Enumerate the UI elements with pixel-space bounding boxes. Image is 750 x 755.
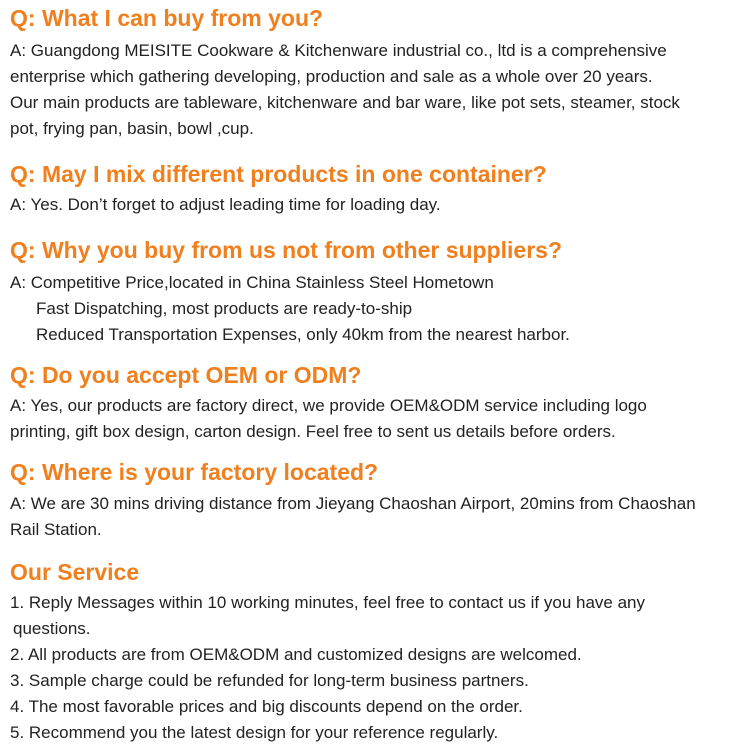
answer-line: A: We are 30 mins driving distance from Jieyang Chaoshan Airport, 20mins from Chaoshan bbox=[10, 494, 696, 513]
answer-text bbox=[10, 38, 740, 142]
service-item: 1. Reply Messages within 10 working minutes, feel free to contact us if you have any bbox=[10, 593, 645, 612]
answer-line: A: Guangdong MEISITE Cookware & Kitchenware industrial co., ltd is a comprehensive bbox=[10, 41, 667, 60]
answer-text bbox=[10, 270, 740, 348]
question-heading: Q: May I mix different products in one container? bbox=[10, 161, 547, 187]
service-item: 3. Sample charge could be refunded for long-term business partners. bbox=[10, 671, 529, 690]
question-heading: Q: What I can buy from you? bbox=[10, 5, 324, 31]
answer-line: A: Competitive Price,located in China Stainless Steel Hometown bbox=[10, 273, 494, 292]
answer-line: printing, gift box design, carton design. Feel free to sent us details before orders. bbox=[10, 422, 616, 441]
answer-text bbox=[10, 491, 740, 543]
answer-line: pot, frying pan, basin, bowl ,cup. bbox=[10, 119, 254, 138]
question-heading: Q: Where is your factory located? bbox=[10, 459, 379, 485]
answer-line: A: Yes, our products are factory direct, we provide OEM&ODM service including logo bbox=[10, 396, 647, 415]
service-item: 4. The most favorable prices and big discounts depend on the order. bbox=[10, 697, 523, 716]
answer-line: A: Yes. Don’t forget to adjust leading time for loading day. bbox=[10, 195, 441, 214]
answer-line: Our main products are tableware, kitchenware and bar ware, like pot sets, steamer, stock bbox=[10, 93, 680, 112]
service-heading: Our Service bbox=[10, 559, 140, 585]
service-item: 2. All products are from OEM&ODM and customized designs are welcomed. bbox=[10, 645, 582, 664]
answer-text bbox=[10, 192, 740, 218]
service-item: 5. Recommend you the latest design for your reference regularly. bbox=[10, 723, 499, 742]
service-item: questions. bbox=[13, 619, 91, 638]
answer-line: Rail Station. bbox=[10, 520, 102, 539]
service-list bbox=[10, 590, 740, 746]
answer-line: Reduced Transportation Expenses, only 40km from the nearest harbor. bbox=[36, 325, 570, 344]
answer-line: enterprise which gathering developing, production and sale as a whole over 20 years. bbox=[10, 67, 653, 86]
question-heading: Q: Why you buy from us not from other suppliers? bbox=[10, 237, 563, 263]
answer-line: Fast Dispatching, most products are ready-to-ship bbox=[36, 299, 413, 318]
question-heading: Q: Do you accept OEM or ODM? bbox=[10, 362, 362, 388]
answer-text bbox=[10, 393, 740, 445]
